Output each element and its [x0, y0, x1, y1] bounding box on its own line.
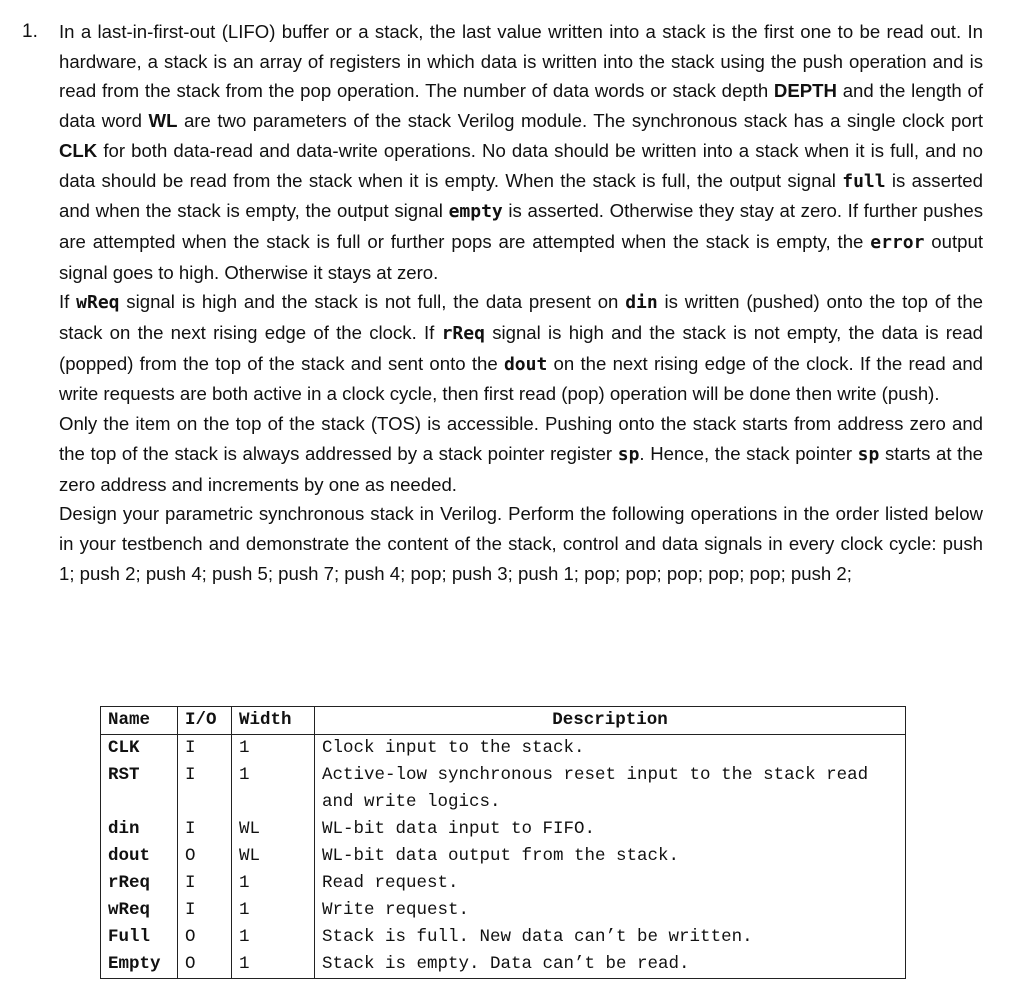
signal-width: WL — [232, 816, 315, 843]
signal-keyword: sp — [857, 443, 880, 465]
signal-keyword: error — [870, 231, 925, 253]
signal-io: I — [178, 735, 232, 763]
paragraph — [59, 409, 983, 499]
text-run: on the next rising edge of the clock. If the read and write requests are both active in a clock cycle, then first read (pop) operation will be done then write (push). — [59, 352, 983, 405]
signal-width: 1 — [232, 924, 315, 951]
signal-keyword: WL — [148, 110, 178, 132]
signal-io: I — [178, 897, 232, 924]
signal-keyword: wReq — [76, 292, 120, 314]
signal-name: Empty — [101, 951, 178, 979]
table-row — [101, 951, 906, 979]
signal-name: dout — [101, 843, 178, 870]
signal-io: O — [178, 843, 232, 870]
signal-keyword: DEPTH — [773, 80, 837, 102]
signal-name: Full — [101, 924, 178, 951]
table-header-row — [101, 707, 906, 735]
problem-text — [59, 17, 983, 588]
signal-keyword: sp — [617, 443, 640, 465]
signal-keyword: rReq — [441, 323, 485, 345]
text-run: signal is high and the stack is not full, the data present on — [119, 291, 626, 313]
text-run: output signal goes to high. Otherwise it stays at zero. — [59, 230, 983, 283]
paragraph — [59, 287, 983, 409]
table-row — [101, 843, 906, 870]
text-run: Design your parametric synchronous stack in Verilog. Perform the following operations in the order listed below in your testbench and demonstrate the content of the stack, control and data signals in every clock cycle: push 1; push 2; push 4; push 5; push 7; push 4; pop; push 3; push 1; pop; pop; pop; pop; pop; push 2; — [59, 503, 983, 584]
signal-table — [100, 706, 906, 979]
text-run: are two parameters of the stack Verilog module. The synchronous stack has a single clock port — [177, 110, 983, 132]
signal-name: RST — [101, 762, 178, 816]
paragraph — [59, 17, 983, 287]
text-run: In a last-in-first-out (LIFO) buffer or a stack, the last value written into a stack is the first one to be read out. In hardware, a stack is an array of registers in which data is written into the stack using the push operation and is read from the stack from the pop operation. The number of data words or stack depth — [59, 21, 983, 102]
signal-io: I — [178, 870, 232, 897]
signal-description: WL-bit data output from the stack. — [315, 843, 906, 870]
signal-keyword: CLK — [59, 139, 98, 161]
signal-description: Read request. — [315, 870, 906, 897]
table-row — [101, 762, 906, 816]
signal-keyword: din — [625, 292, 658, 314]
signal-description: Stack is full. New data can’t be written. — [315, 924, 906, 951]
signal-description: Write request. — [315, 897, 906, 924]
signal-description: WL-bit data input to FIFO. — [315, 816, 906, 843]
header-description: Description — [315, 707, 906, 735]
text-run: . Hence, the stack pointer — [639, 442, 858, 464]
signal-name: rReq — [101, 870, 178, 897]
signal-name: din — [101, 816, 178, 843]
text-run: for both data-read and data-write operations. No data should be written into a stack when it is full, and no data should be read from the stack when it is empty. When the stack is full, the output signal — [59, 139, 983, 191]
table-row — [101, 816, 906, 843]
text-run: Only the item on the top of the stack (TOS) is accessible. Pushing onto the stack starts from address zero and the top of the stack is always addressed by a stack pointer register — [59, 413, 983, 464]
header-io: I/O — [178, 707, 232, 735]
text-run: signal is high and the stack is not empty, the data is read (popped) from the top of the stack and sent onto the — [59, 322, 984, 374]
signal-io: I — [178, 762, 232, 816]
signal-keyword: full — [842, 170, 886, 192]
header-name: Name — [101, 707, 178, 735]
text-run: and the length of data word — [59, 80, 983, 132]
signal-width: 1 — [232, 951, 315, 979]
list-item-number: 1. — [22, 21, 38, 42]
signal-width: 1 — [232, 735, 315, 763]
table-row — [101, 897, 906, 924]
text-run: is asserted and when the stack is empty, the output signal — [59, 169, 983, 222]
text-run: is written (pushed) onto the top of the stack on the next rising edge of the clock. If — [59, 291, 983, 344]
signal-name: CLK — [101, 735, 178, 763]
text-run: starts at the zero address and increments by one as needed. — [59, 442, 984, 495]
signal-description: Stack is empty. Data can’t be read. — [315, 951, 906, 979]
signal-width: 1 — [232, 870, 315, 897]
text-run: If — [59, 291, 77, 313]
table-row — [101, 870, 906, 897]
table-row — [101, 924, 906, 951]
signal-io: O — [178, 951, 232, 979]
signal-width: WL — [232, 843, 315, 870]
signal-keyword: empty — [448, 201, 503, 223]
signal-width: 1 — [232, 762, 315, 816]
signal-io: I — [178, 816, 232, 843]
paragraph — [59, 499, 983, 588]
signal-name: wReq — [101, 897, 178, 924]
text-run: is asserted. Otherwise they stay at zero. If further pushes are attempted when the stack is full or further pops are attempted when the stack is empty, the — [59, 200, 983, 252]
signal-description: Clock input to the stack. — [315, 735, 906, 763]
signal-width: 1 — [232, 897, 315, 924]
header-width: Width — [232, 707, 315, 735]
signal-keyword: dout — [503, 353, 548, 375]
table-row — [101, 735, 906, 763]
signal-description: Active-low synchronous reset input to the stack read and write logics. — [315, 762, 906, 816]
signal-io: O — [178, 924, 232, 951]
